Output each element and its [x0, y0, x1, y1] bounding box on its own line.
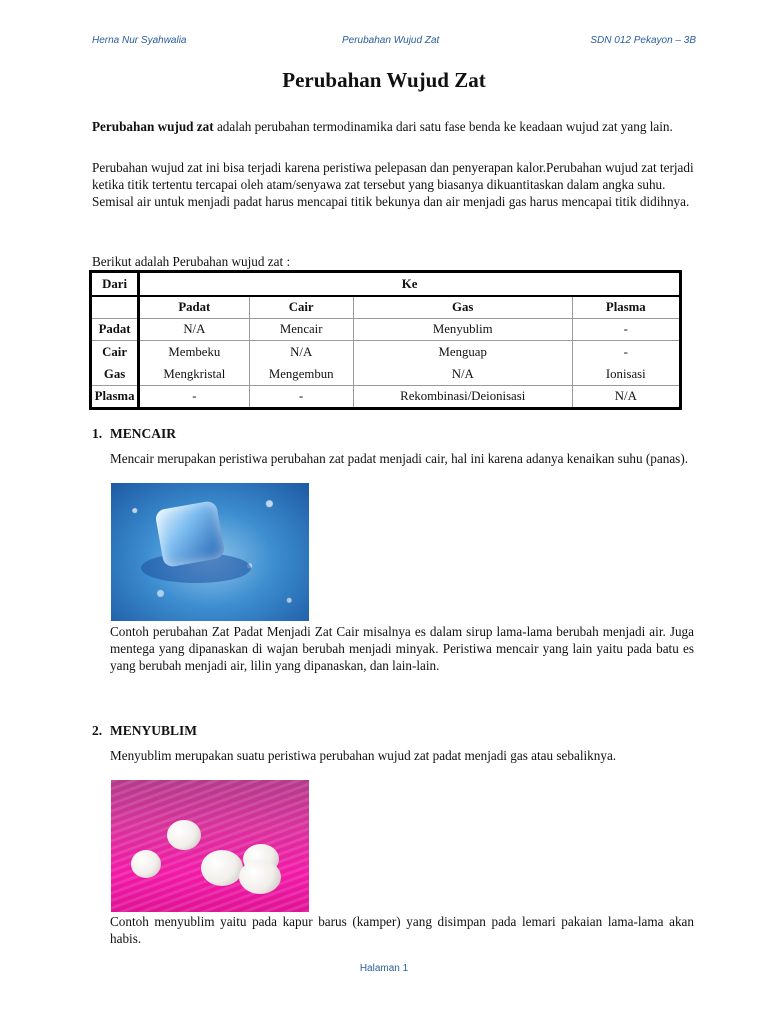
section-heading-menyublim — [92, 723, 197, 739]
page-title: Perubahan Wujud Zat — [282, 68, 486, 92]
section-description: Mencair merupakan peristiwa perubahan zat padat menjadi cair, hal ini karena adanya kenaikan suhu (panas). — [110, 451, 689, 466]
mothball — [131, 850, 161, 878]
table-intro: Berikut adalah Perubahan wujud zat : — [92, 254, 291, 269]
table-row-label: Gas — [103, 367, 126, 381]
section-number: 2. — [92, 723, 103, 738]
ice-cube — [154, 500, 225, 568]
table-row-label: Cair — [102, 345, 128, 359]
table-col-header: Cair — [249, 296, 353, 319]
intro-definition — [92, 118, 694, 135]
mothball-image — [111, 780, 309, 912]
section-title: MENCAIR — [110, 426, 176, 441]
table-row-labels-merged — [91, 341, 139, 386]
table-cell: Rekombinasi/Deionisasi — [353, 386, 572, 409]
table-corner — [91, 296, 139, 319]
section-title: MENYUBLIM — [110, 723, 197, 738]
intro-definition-text: adalah perubahan termodinamika dari satu fase benda ke keadaan wujud zat yang lain. — [213, 119, 673, 134]
table-col-header: Padat — [139, 296, 249, 319]
intro-term: Perubahan wujud zat — [92, 119, 214, 134]
mothball — [167, 820, 201, 850]
table-cell: - — [572, 319, 680, 341]
header-topic: Perubahan Wujud Zat — [342, 35, 440, 46]
section-number: 1. — [92, 426, 103, 441]
table-cell-value: - — [623, 345, 628, 359]
section-description: Menyublim merupakan suatu peristiwa perubahan wujud zat padat menjadi gas atau sebaliknya. — [110, 748, 617, 763]
table-cell: N/A — [572, 386, 680, 409]
mothball — [201, 850, 243, 886]
table-cell: - — [249, 386, 353, 409]
table-from-header: Dari — [91, 272, 139, 297]
table-cell-value: Ionisasi — [605, 367, 646, 381]
table-cell — [139, 341, 249, 386]
melting-ice-image — [111, 483, 309, 621]
table-cell-value: Mengkristal — [163, 367, 226, 381]
table-cell-value: Menguap — [438, 345, 487, 359]
table-cell: Menyublim — [353, 319, 572, 341]
section-heading-mencair — [92, 426, 176, 442]
page-footer: Halaman 1 — [359, 963, 409, 974]
table-row-label: Plasma — [91, 386, 139, 409]
table-cell: - — [139, 386, 249, 409]
table-col-header: Plasma — [572, 296, 680, 319]
table-cell-value: N/A — [290, 345, 313, 359]
header-author: Herna Nur Syahwalia — [92, 35, 187, 46]
table-cell — [249, 341, 353, 386]
table-cell: N/A — [139, 319, 249, 341]
table-row-label: Padat — [91, 319, 139, 341]
table-cell-value: Mengembun — [268, 367, 334, 381]
state-change-table — [89, 270, 682, 410]
table-cell-value: Membeku — [168, 345, 221, 359]
section-example: Contoh perubahan Zat Padat Menjadi Zat Cair misalnya es dalam sirup lama-lama berubah menjadi air. Juga mentega yang dipanaskan di wajan berubah menjadi minyak. Peristiwa mencair yang lain yaitu pada batu es yang berubah menjadi air, lilin yang dipanaskan, dan lain-lain. — [110, 624, 694, 673]
section-example: Contoh menyublim yaitu pada kapur barus (kamper) yang disimpan pada lemari pakaian lama-lama akan habis. — [110, 914, 694, 946]
page-header — [92, 35, 696, 49]
table-col-header: Gas — [353, 296, 572, 319]
table-cell — [572, 341, 680, 386]
table-to-header: Ke — [139, 272, 681, 297]
intro-paragraph: Perubahan wujud zat ini bisa terjadi karena peristiwa pelepasan dan penyerapan kalor.Perubahan wujud zat terjadi ketika titik tertentu tercapai oleh atam/senyawa zat tersebut yang biasanya dikuantitaskan dalam angka suhu. Semisal air untuk menjadi padat harus mencapai titik bekunya dan air menjadi gas harus mencapai titik didihnya. — [92, 160, 694, 209]
table-cell — [353, 341, 572, 386]
table-cell-value: N/A — [451, 367, 474, 381]
table-cell: Mencair — [249, 319, 353, 341]
header-school: SDN 012 Pekayon – 3B — [590, 35, 696, 46]
mothball — [239, 860, 281, 894]
